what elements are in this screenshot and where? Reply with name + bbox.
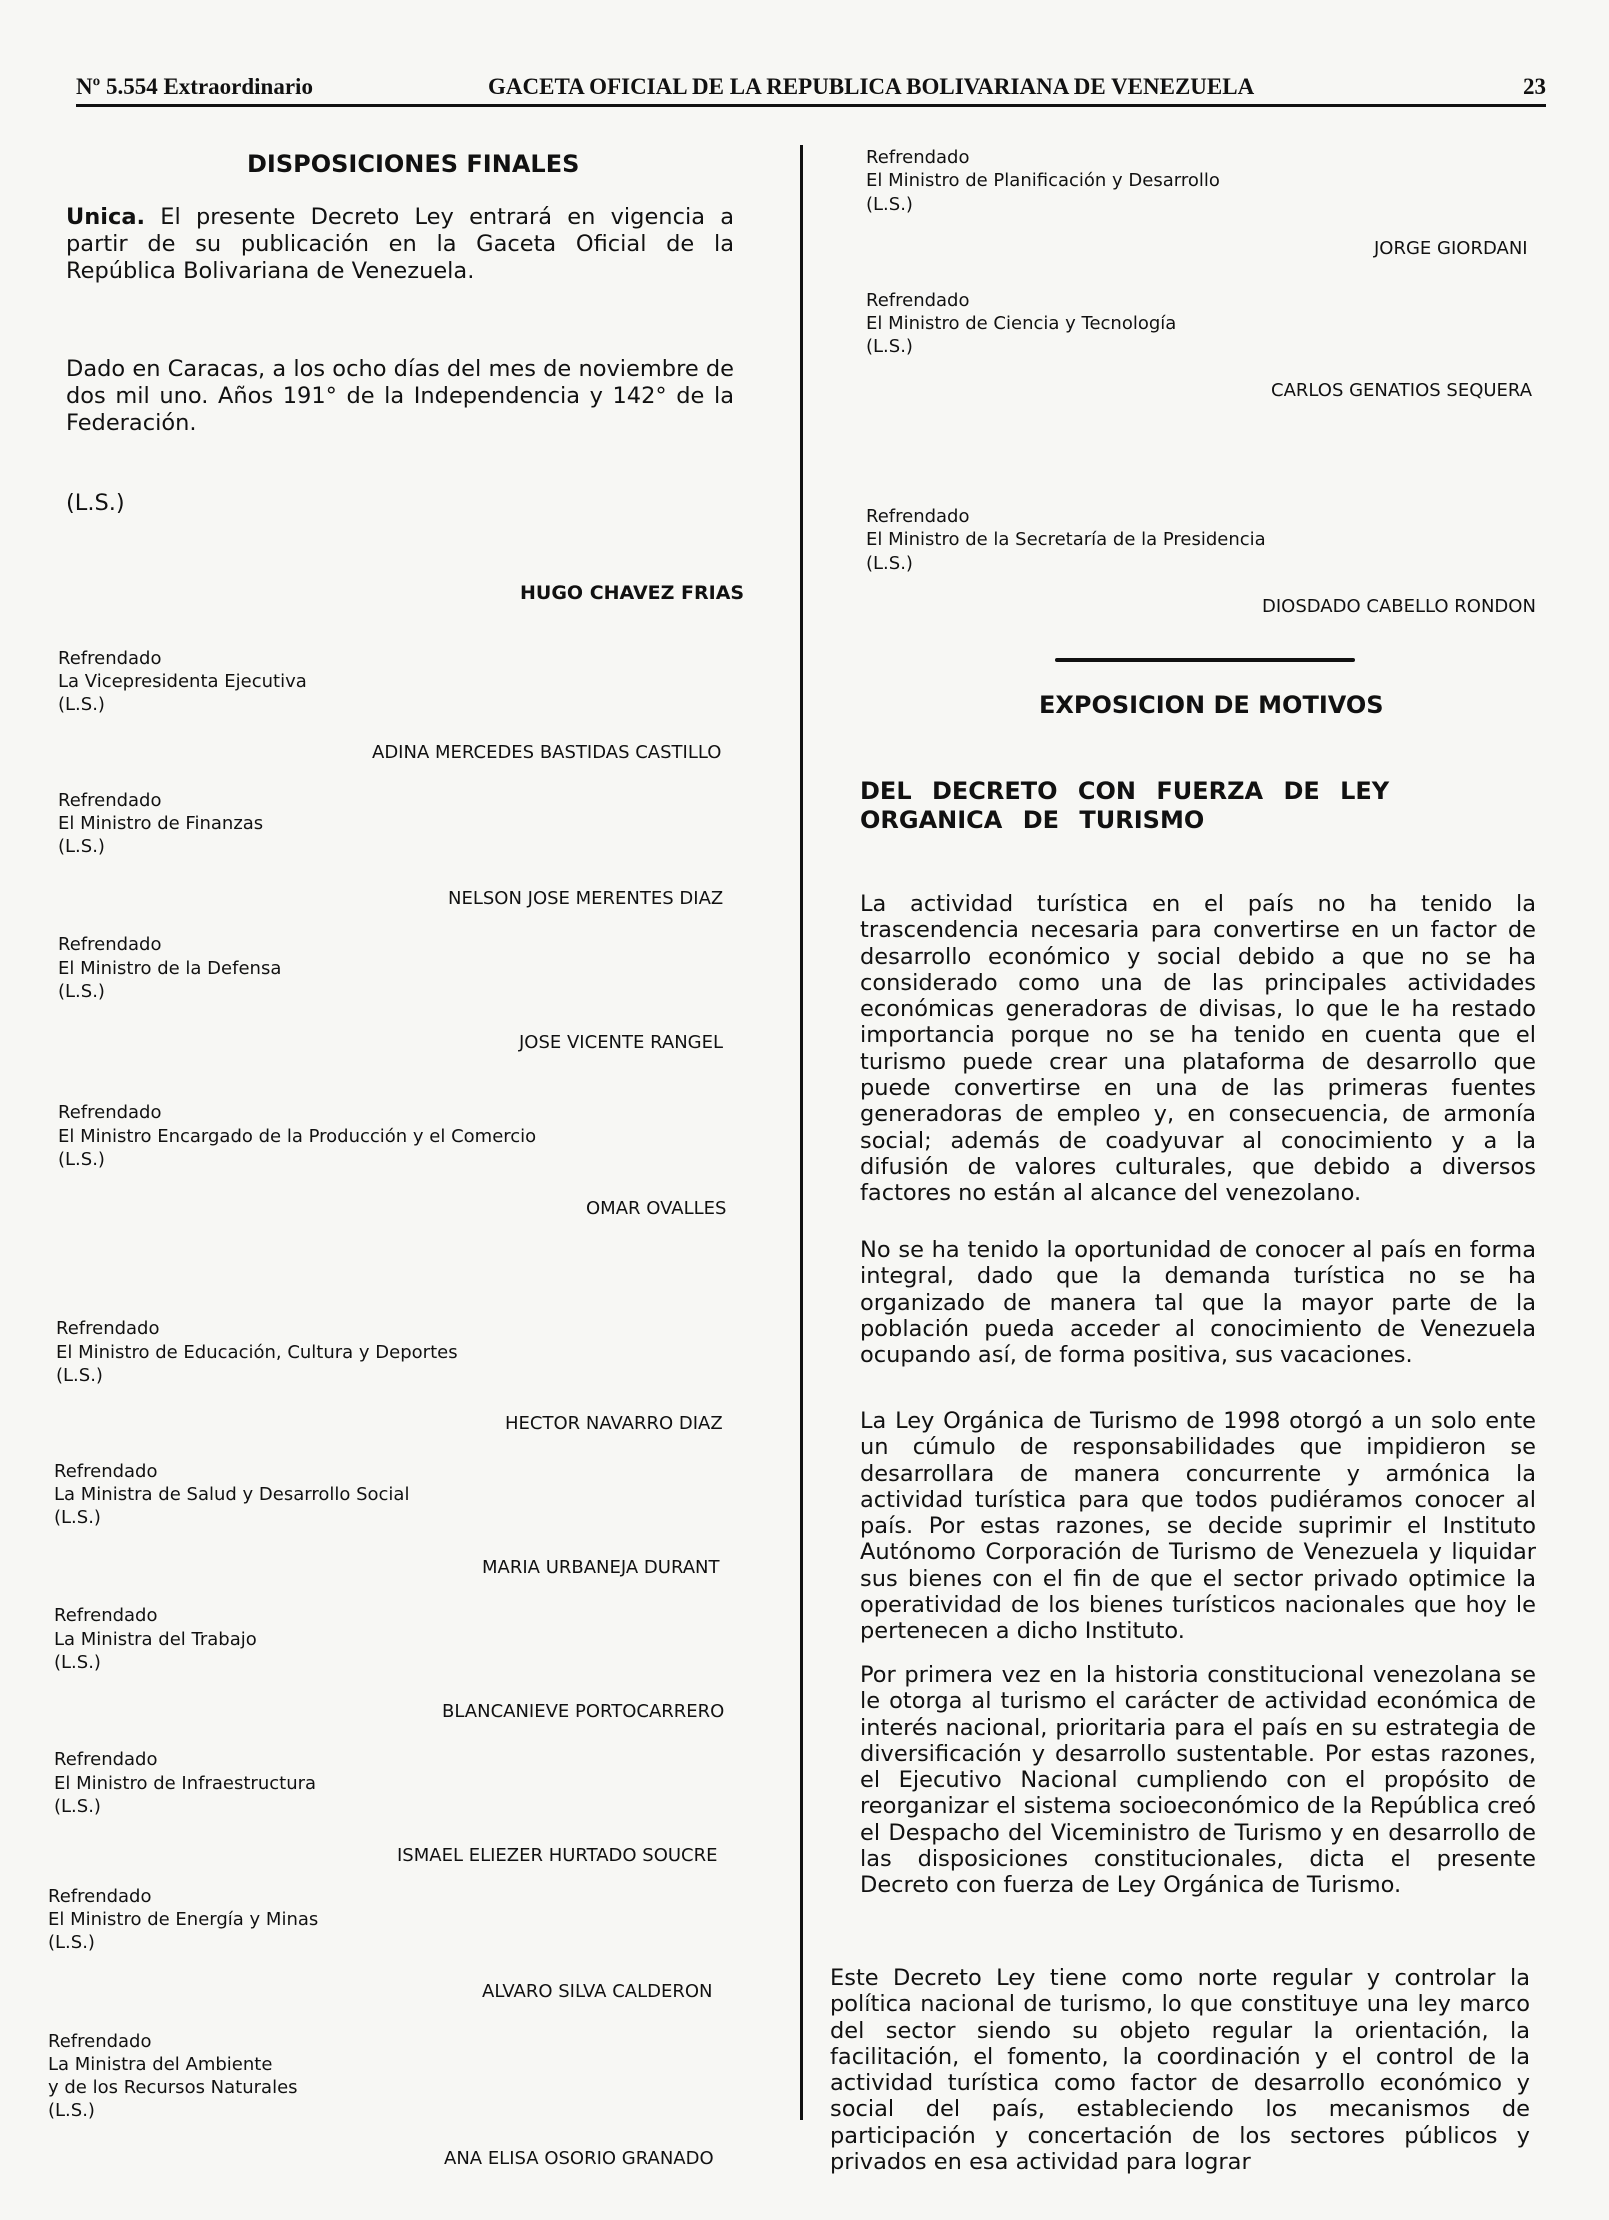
signatory-ls: (L.S.) (54, 1652, 101, 1673)
signatory-office: El Ministro de Energía y Minas (48, 1909, 319, 1930)
signatory-ref: Refrendado (54, 1461, 158, 1482)
signatory-ref: Refrendado (54, 1605, 158, 1626)
signatory-name: BLANCANIEVE PORTOCARRERO (442, 1701, 725, 1722)
signatory-ref: Refrendado (866, 290, 970, 311)
page-number: 23 (1523, 74, 1546, 99)
signatory-ls: (L.S.) (58, 1149, 105, 1170)
paragraph: Por primera vez en la historia constitucional venezolana se le otorga al turismo el carácter de actividad económica de interés nacional, prioritaria para el país en su estrategia de diversificación y desarrollo sustentable. Por estas razones, el Ejecutivo Nacional cumpliendo con el propósito de reorganizar el sistema socioeconómico de la República creó el Despacho del Viceministro de Turismo y en desarrollo de las disposiciones constitucionales, dicta el presente Decreto con fuerza de Ley Orgánica de Turismo. (860, 1662, 1536, 1899)
unica-text: El presente Decreto Ley entrará en vigencia a partir de su publicación en la Gaceta Oficial de la República Bolivariana de Venezuela. (66, 204, 734, 284)
signatory-name: NELSON JOSE MERENTES DIAZ (448, 888, 724, 909)
signatory-office: La Ministra del Trabajo (54, 1629, 257, 1650)
signatory-ref: Refrendado (58, 790, 162, 811)
paragraph: La actividad turística en el país no ha tenido la trascendencia necesaria para convertirse en un factor de desarrollo económico y social debido a que no se ha considerado como una de las principales actividades económicas generadoras de divisas, lo que le ha restado importancia porque no se ha tenido en cuenta que el turismo puede crear una plataforma de desarrollo que puede convertirse en una de las primeras fuentes generadoras de empleo y, en consecuencia, de armonía social; además de coadyuvar al conocimiento y a la difusión de valores culturales, que debido a diversos factores no están al alcance del venezolano. (860, 891, 1536, 1207)
paragraph: No se ha tenido la oportunidad de conocer al país en forma integral, dado que la demanda turística no se ha organizado de manera tal que la mayor parte de la población pueda acceder al conocimiento de Venezuela ocupando así, de forma positiva, sus vacaciones. (860, 1237, 1536, 1369)
signatory-ref: Refrendado (56, 1318, 160, 1339)
signatory-office: El Ministro de la Secretaría de la Presidencia (866, 529, 1266, 550)
gazette-title: GACETA OFICIAL DE LA REPUBLICA BOLIVARIANA DE VENEZUELA (488, 74, 1255, 99)
signatory-office: El Ministro de Infraestructura (54, 1773, 317, 1794)
signatory-office: El Ministro de Ciencia y Tecnología (866, 313, 1177, 334)
signatory-name: ALVARO SILVA CALDERON (482, 1981, 713, 2002)
signatory-office: El Ministro de la Defensa (58, 958, 282, 979)
signatory-office: El Ministro de Finanzas (58, 813, 264, 834)
signatory-office: El Ministro Encargado de la Producción y el Comercio (58, 1126, 537, 1147)
signatory-name: MARIA URBANEJA DURANT (482, 1557, 720, 1578)
horizontal-rule (1055, 658, 1355, 662)
signatory-ref: Refrendado (48, 1886, 152, 1907)
signatory-ls: (L.S.) (48, 2100, 95, 2121)
signatory-office: La Ministra del Ambiente y de los Recursos Naturales (48, 2054, 298, 2098)
dado-paragraph: Dado en Caracas, a los ocho días del mes de noviembre de dos mil uno. Años 191° de la Independencia y 142° de la Federación. (66, 356, 734, 436)
decree-title: DEL DECRETO CON FUERZA DE LEY ORGANICA DE TURISMO (860, 777, 1390, 834)
signatory-name: CARLOS GENATIOS SEQUERA (1271, 380, 1533, 401)
page-header (76, 74, 1546, 107)
signatory-ls: (L.S.) (56, 1365, 103, 1386)
exposicion-title: EXPOSICION DE MOTIVOS (1039, 691, 1384, 719)
signatory-office: El Ministro de Educación, Cultura y Deportes (56, 1342, 458, 1363)
signatory-name: ANA ELISA OSORIO GRANADO (444, 2148, 714, 2169)
signatory-ls: (L.S.) (48, 1932, 95, 1953)
signatory-name: JOSE VICENTE RANGEL (519, 1032, 724, 1053)
column-divider (800, 145, 803, 2120)
seal-mark: (L.S.) (66, 490, 125, 516)
signatory-ls: (L.S.) (866, 336, 913, 357)
signatory-office: La Vicepresidenta Ejecutiva (58, 671, 307, 692)
section-title: DISPOSICIONES FINALES (247, 150, 580, 178)
signatory-name: ISMAEL ELIEZER HURTADO SOUCRE (397, 1845, 718, 1866)
signatory-ls: (L.S.) (58, 694, 105, 715)
signatory-ls: (L.S.) (58, 836, 105, 857)
signatory-ls: (L.S.) (54, 1796, 101, 1817)
unica-label: Unica. (66, 204, 146, 230)
signatory-ls: (L.S.) (58, 981, 105, 1002)
signatory-ref: Refrendado (58, 934, 162, 955)
signatory-name: ADINA MERCEDES BASTIDAS CASTILLO (372, 742, 722, 763)
signatory-office: El Ministro de Planificación y Desarrollo (866, 170, 1220, 191)
signatory-ls: (L.S.) (54, 1507, 101, 1528)
signatory-ref: Refrendado (866, 506, 970, 527)
signatory-ls: (L.S.) (866, 194, 913, 215)
signatory-name: OMAR OVALLES (586, 1198, 727, 1219)
signatory-ls: (L.S.) (866, 553, 913, 574)
signatory-name: JORGE GIORDANI (1374, 238, 1528, 259)
signatory-ref: Refrendado (58, 648, 162, 669)
issue-number: Nº 5.554 Extraordinario (76, 74, 313, 99)
president-name: HUGO CHAVEZ FRIAS (520, 582, 745, 604)
paragraph: La Ley Orgánica de Turismo de 1998 otorgó a un solo ente un cúmulo de responsabilidades que impidieron se desarrollara de manera concurrente y armónica la actividad turística para que todos pudiéramos conocer al país. Por estas razones, se decide suprimir el Instituto Autónomo Corporación de Turismo de Venezuela y liquidar sus bienes con el fin de que el sector privado optimice la operatividad de los bienes turísticos nacionales que hoy le pertenecen a dicho Instituto. (860, 1408, 1536, 1645)
signatory-office: La Ministra de Salud y Desarrollo Social (54, 1484, 410, 1505)
paragraph: Este Decreto Ley tiene como norte regular y controlar la política nacional de turismo, lo que constituye una ley marco del sector siendo su objeto regular la orientación, la facilitación, el fomento, la coordinación y el control de la actividad turística como factor de desarrollo económico y social del país, estableciendo los mecanismos de participación y concertación de los sectores públicos y privados en esa actividad para lograr (830, 1965, 1530, 2176)
signatory-name: DIOSDADO CABELLO RONDON (1262, 596, 1536, 617)
signatory-ref: Refrendado (54, 1749, 158, 1770)
signatory-ref: Refrendado (866, 147, 970, 168)
signatory-ref: Refrendado (48, 2031, 152, 2052)
signatory-ref: Refrendado (58, 1102, 162, 1123)
unica-paragraph (66, 204, 734, 285)
signatory-name: HECTOR NAVARRO DIAZ (505, 1413, 723, 1434)
